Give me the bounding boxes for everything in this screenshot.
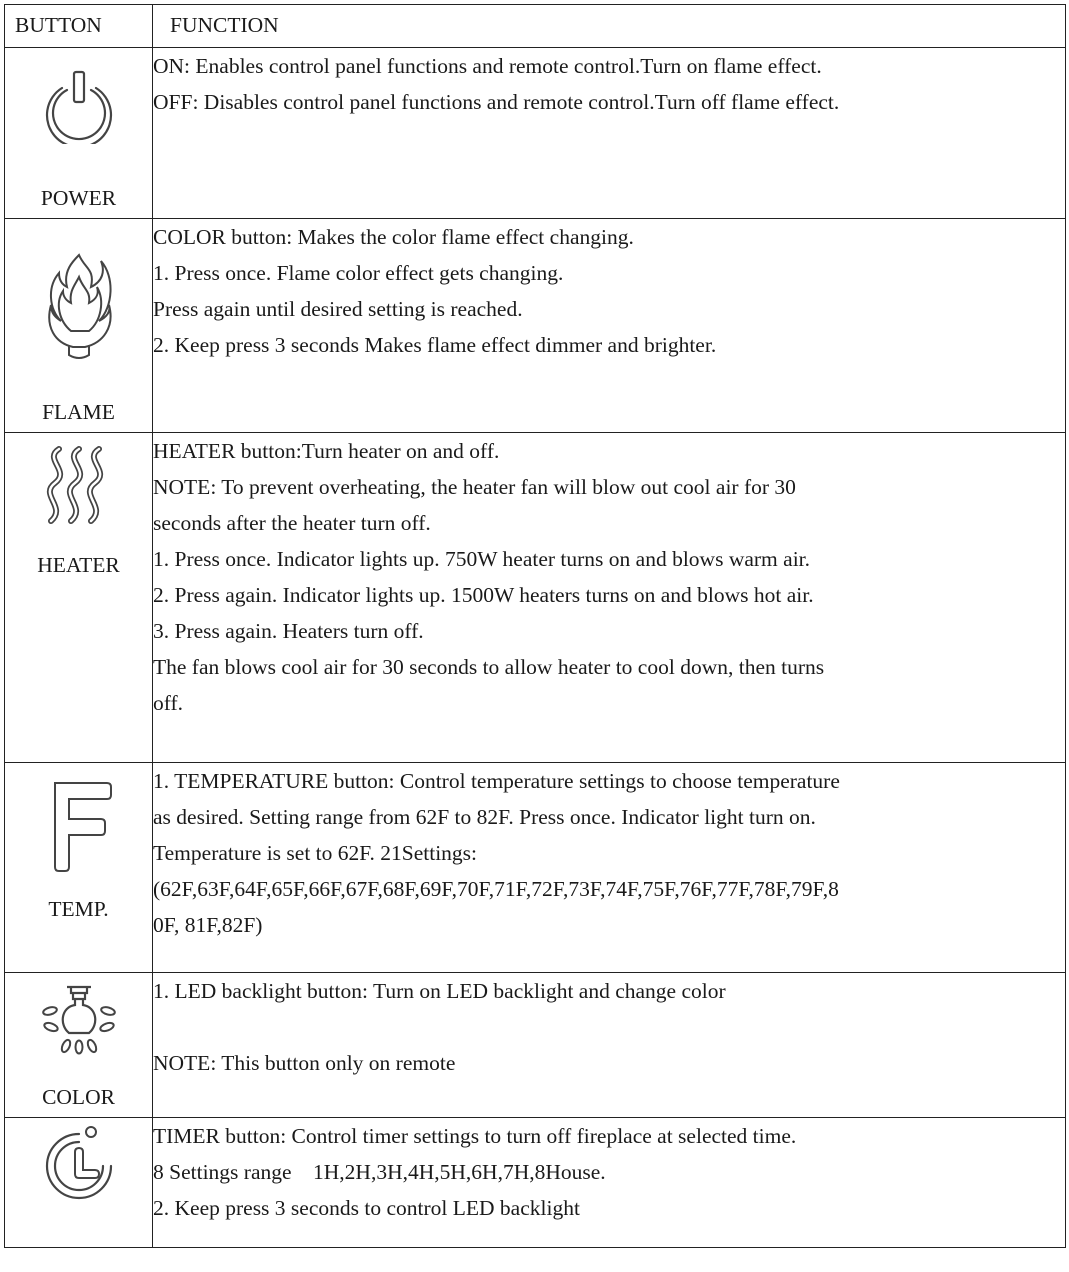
description-line: 1. TEMPERATURE button: Control temperature settings to choose temperature bbox=[153, 769, 840, 793]
table-row-timer bbox=[5, 1118, 1066, 1248]
timer-description bbox=[153, 1118, 1066, 1248]
header-function bbox=[153, 5, 1066, 48]
heat-waves-icon bbox=[5, 445, 152, 527]
table-row-color bbox=[5, 973, 1066, 1118]
description-line: 1. Press once. Flame color effect gets changing. bbox=[153, 261, 564, 285]
power-description bbox=[153, 48, 1066, 219]
description-line: 1. Press once. Indicator lights up. 750W heater turns on and blows warm air. bbox=[153, 547, 811, 571]
light-bulb-icon bbox=[5, 983, 152, 1055]
description-line: 0F, 81F,82F) bbox=[153, 913, 263, 937]
timer-cell bbox=[5, 1118, 153, 1248]
flame-description bbox=[153, 219, 1066, 433]
description-line: NOTE: To prevent overheating, the heater fan will blow out cool air for 30 bbox=[153, 475, 796, 499]
description-line: Press again until desired setting is reached. bbox=[153, 297, 523, 321]
description-line: Temperature is set to 62F. 21Settings: bbox=[153, 841, 478, 865]
description-line: 2. Keep press 3 seconds Makes flame effect dimmer and brighter. bbox=[153, 333, 717, 357]
description-line: 2. Keep press 3 seconds to control LED backlight bbox=[153, 1196, 580, 1220]
header-button bbox=[5, 5, 153, 48]
description-line: (62F,63F,64F,65F,66F,67F,68F,69F,70F,71F,72F,73F,74F,75F,76F,77F,78F,79F,8 bbox=[153, 877, 839, 901]
description-line: 2. Press again. Indicator lights up. 1500W heaters turns on and blows hot air. bbox=[153, 583, 814, 607]
description-line: The fan blows cool air for 30 seconds to allow heater to cool down, then turns bbox=[153, 655, 825, 679]
flame-cell bbox=[5, 219, 153, 433]
heater-description bbox=[153, 433, 1066, 763]
description-line: as desired. Setting range from 62F to 82F. Press once. Indicator light turn on. bbox=[153, 805, 816, 829]
color-description bbox=[153, 973, 1066, 1118]
description-line: off. bbox=[153, 691, 184, 715]
table-row-flame bbox=[5, 219, 1066, 433]
temp-description bbox=[153, 763, 1066, 973]
power-cell bbox=[5, 48, 153, 219]
header-button-label: BUTTON bbox=[15, 13, 102, 37]
fahrenheit-icon bbox=[5, 779, 152, 875]
flame-icon bbox=[5, 247, 152, 369]
description-line: NOTE: This button only on remote bbox=[153, 1051, 456, 1075]
description-line: ON: Enables control panel functions and remote control.Turn on flame effect. bbox=[153, 54, 822, 78]
heater-cell bbox=[5, 433, 153, 763]
description-line: COLOR button: Makes the color flame effect changing. bbox=[153, 225, 634, 249]
table-header-row bbox=[5, 5, 1066, 48]
description-line: TIMER button: Control timer settings to turn off fireplace at selected time. bbox=[153, 1124, 797, 1148]
temp-label: TEMP. bbox=[48, 897, 109, 921]
timer-icon bbox=[5, 1126, 152, 1226]
power-icon bbox=[5, 68, 152, 144]
header-function-label: FUNCTION bbox=[170, 13, 279, 37]
description-line: HEATER button:Turn heater on and off. bbox=[153, 439, 500, 463]
heater-label: HEATER bbox=[37, 553, 120, 577]
color-label: COLOR bbox=[42, 1085, 115, 1109]
color-cell bbox=[5, 973, 153, 1118]
description-line: 3. Press again. Heaters turn off. bbox=[153, 619, 424, 643]
temp-cell bbox=[5, 763, 153, 973]
description-line: 8 Settings range 1H,2H,3H,4H,5H,6H,7H,8House. bbox=[153, 1160, 606, 1184]
table-row-heater bbox=[5, 433, 1066, 763]
description-line: OFF: Disables control panel functions and remote control.Turn off flame effect. bbox=[153, 90, 840, 114]
description-line: 1. LED backlight button: Turn on LED backlight and change color bbox=[153, 979, 726, 1003]
table-row-temp bbox=[5, 763, 1066, 973]
description-line: seconds after the heater turn off. bbox=[153, 511, 431, 535]
power-label: POWER bbox=[40, 186, 117, 210]
table-row-power bbox=[5, 48, 1066, 219]
button-function-table bbox=[4, 4, 1066, 1248]
flame-label: FLAME bbox=[42, 400, 115, 424]
